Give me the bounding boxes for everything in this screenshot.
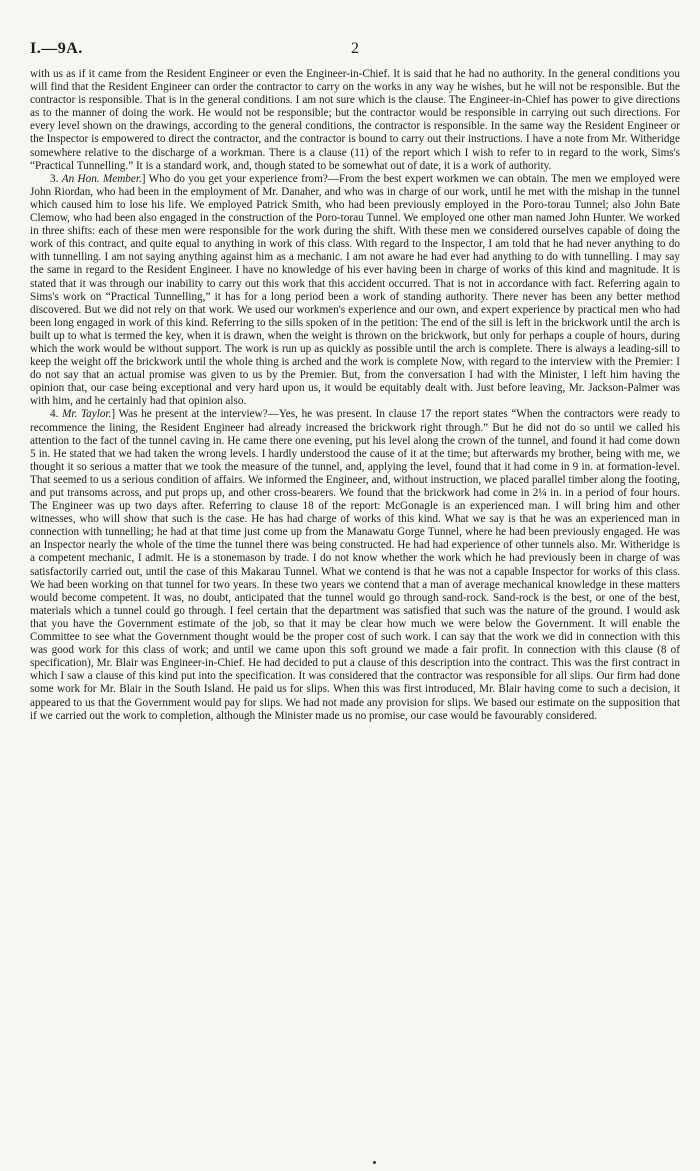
paragraph-text: with us as if it came from the Resident Engineer or even the Engineer-in-Chief. It is said that he had no authority. In the general conditions you will find that the Resident Engineer can order the contractor to carry on the works in any way he wishes, but he will not be responsible. But the contractor is responsible. That is in the general conditions. I am not sure which is the clause. The Engineer-in-Chief has power to give directions as to the manner of doing the work. He would not be responsible; but the contractor would be responsible in carrying out such directions. For every level shown on the drawings, according to the general conditions, the contractor is responsible. In the same way the Resident Engineer or the Inspector is empowered to direct the contractor, and the contractor is bound to carry out their instructions. I have a note from Mr. Witheridge somewhere relative to the discharge of a workman. There is a clause (11) of the report which I wish to refer to in regard to the work, Sims's “Practical Tunnelling.” It is a standard work, and, though stated to be somewhat out of date, it is a work of authority. [30,68,680,172]
document-reference: I.—9A. [30,40,83,57]
paragraph-number: 4. [50,408,63,421]
paragraph [30,68,680,173]
paragraph-text: ] Who do you get your experience from?—From the best expert workmen we can obtain. The men we employed were John Riordan, who had been in the employment of Mr. Danaher, and who was in charge of our work, until he met with the mishap in the tunnel which caused him to lose his life. We employed Patrick Smith, who had been previously employed in the Poro-torau Tunnel; also John Bate Clemow, who had been also engaged in the construction of the Poro-torau Tunnel. We employed one other man named John Hunter. We worked in three shifts: each of these men were responsible for the work during the shift. With these men we considered ourselves capable of doing the work of this contract, and quite equal to anything in work of this class. With regard to the Inspector, I am told that he had never anything to do with tunnelling. I am not saying anything against him as a mechanic. I am not aware he had ever had anything to do with tunnelling. I may say the same in regard to the Resident Engineer. I have no knowledge of his ever having been in charge of works of this kind and magnitude. It is stated that it was through our inability to carry out this work that this accident occurred. That is not in accordance with fact. Referring again to Sims's work on “Practical Tunnelling,” it has for a long period been a work of standing authority. There never has been any better method discovered. But we did not rely on that work. We used our workmen's experience and our own, and expert experience by practical men who had been long engaged in work of this kind. Referring to the sills spoken of in the petition: The end of the sill is left in the brickwork until the arch is built up to what is termed the key, when it is drawn, when the weight is thrown on the brickwork, but only for perhaps a couple of hours, during which the work would be without support. The work is run up as quickly as possible until the arch is complete. There is always a leading-sill to keep the weight off the brickwork until the whole thing is arched and the work is complete Now, with regard to the interview with the Premier: I do not say that an actual promise was given to us by the Premier. But, from the conversation I had with the Minister, I left him having the opinion that, our case being exceptional and very hard upon us, it would be equitably dealt with. Just before leaving, Mr. Jackson-Palmer was with him, and he certainly had that opinion also. [30,172,681,408]
paragraph-text: ] Was he present at the interview?—Yes, he was present. In clause 17 the report states “When the contractors were ready to recommence the lining, the Resident Engineer had already increased the brickwork right through.” But he did not do so until we called his attention to the fact of the tunnel caving in. He came there one evening, put his level along the crown of the tunnel, and found it had come down 5 in. He stated that we had taken the wrong levels. I hardly understood the cause of it at the time; but afterwards my brother, being with me, we thought it so serious a matter that we took the measure of the tunnel, and, applying the level, found that it had come in 9 in. at formation-level. That seemed to us a serious condition of affairs. We informed the Engineer, and, without instruction, we placed parallel timber along the footing, and put transoms across, and put props up, and other cross-bearers. We found that the brickwork had come in 2¼ in. in a period of four hours. The Engineer was up two days after. Referring to clause 18 of the report: McGonagle is an experienced man. I will bring him and other witnesses, who will show that such is the case. He has had charge of works of this kind. What we say is that he was an experienced man in connection with tunnelling; he had at that time just come up from the Manawatu Gorge Tunnel, where he had been previously engaged. He was an Inspector nearly the whole of the time the tunnel there was being constructed. He had had experience of other tunnels also. Mr. Witheridge is a competent mechanic, I admit. He is a stonemason by trade. I do not know whether the work which he had previously been in charge of was satisfactorily carried out, until the case of this Makarau Tunnel. What we contend is that he was not a capable Inspector for works of this class. We had been working on that tunnel for two years. In these two years we contend that a man of average mechanical knowledge in these matters would become competent. It was, no doubt, anticipated that the tunnel would go through sand-rock. Sand-rock is the best, or one of the best, materials which a tunnel could go through. I feel certain that the department was satisfied that such was the nature of the ground. I would ask that you have the Government estimate of the job, so that it may be clear how much we were below the Government. It will enable the Committee to see what the Government thought would be the proper cost of such work. I can say that the work we did in connection with this was good work for this class of work; and until we came upon this soft ground we made a fair profit. In connection with this clause (8 of specification), Mr. Blair was Engineer-in-Chief. He had decided to put a clause of this description into the contract. This was the first contract in which I saw a clause of this kind put into the specification. It was considered that the contractor was responsible for all slips. Our firm had done some work for Mr. Blair in the South Island. He paid us for slips. When this was first introduced, Mr. Blair having come to such a decision, it appeared to us that the Government would pay for slips. We had not made any provision for slips. We based our estimate on the supposition that if we carried out the work to completion, although the Minister made us no promise, our case would be favourably considered. [30,408,681,722]
paragraph-number: 3. [50,172,62,185]
print-mark [373,1161,376,1164]
page-header [30,40,680,60]
paragraph [30,173,680,409]
page-number: 2 [351,40,359,57]
document-body [30,68,680,723]
paragraph [30,408,680,722]
speaker-name: Mr. Taylor. [62,408,112,421]
speaker-name: An Hon. Member. [61,172,142,185]
